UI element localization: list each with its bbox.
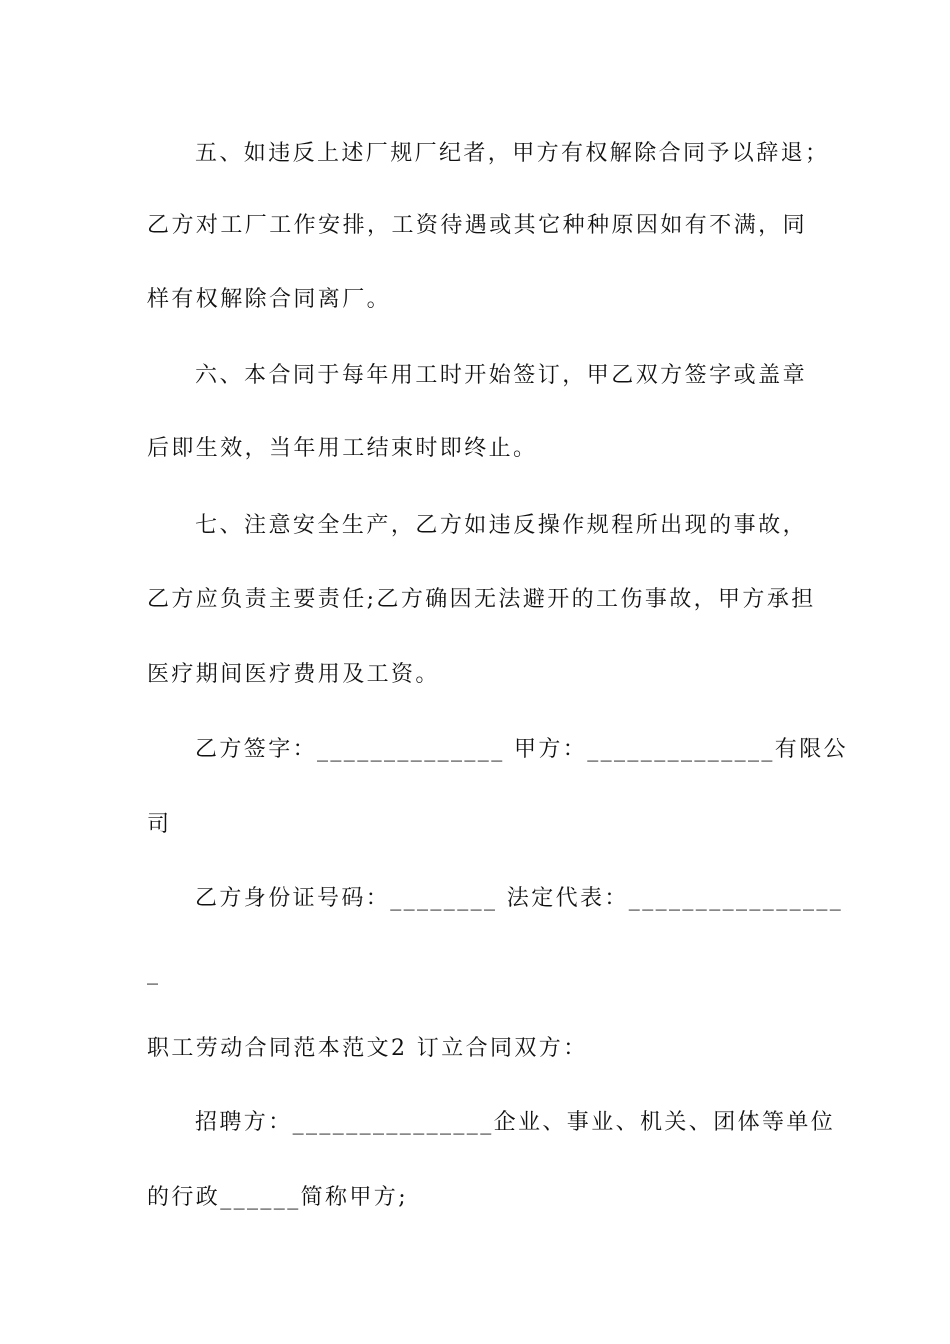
- signature-line-2: 司: [147, 812, 172, 837]
- clause-7-line-2: 乙方应负责主要责任;乙方确因无法避开的工伤事故，甲方承担: [147, 587, 816, 612]
- clause-5-line-3: 样有权解除合同离厂。: [147, 287, 392, 312]
- clause-5-line-1: 五、如违反上述厂规厂纪者，甲方有权解除合同予以辞退；: [195, 141, 830, 166]
- clause-6-line-1: 六、本合同于每年用工时开始签订，甲乙双方签字或盖章: [195, 363, 807, 388]
- id-number-line-2: _: [147, 960, 161, 985]
- signature-line-1: 乙方签字：______________ 甲方：______________有限公: [195, 737, 848, 762]
- clause-5-line-2: 乙方对工厂工作安排，工资待遇或其它种种原因如有不满，同: [147, 213, 807, 238]
- clause-6-line-2: 后即生效，当年用工结束时即终止。: [147, 436, 538, 461]
- section-title: 职工劳动合同范本范文2 订立合同双方：: [147, 1036, 588, 1061]
- clause-7-line-1: 七、注意安全生产，乙方如违反操作规程所出现的事故，: [195, 513, 807, 538]
- employer-line-2: 的行政______简称甲方;: [147, 1185, 409, 1210]
- employer-line-1: 招聘方：_______________企业、事业、机关、团体等单位: [195, 1110, 836, 1135]
- clause-7-line-3: 医疗期间医疗费用及工资。: [147, 662, 440, 687]
- id-number-line-1: 乙方身份证号码：________ 法定代表：________________: [195, 886, 844, 911]
